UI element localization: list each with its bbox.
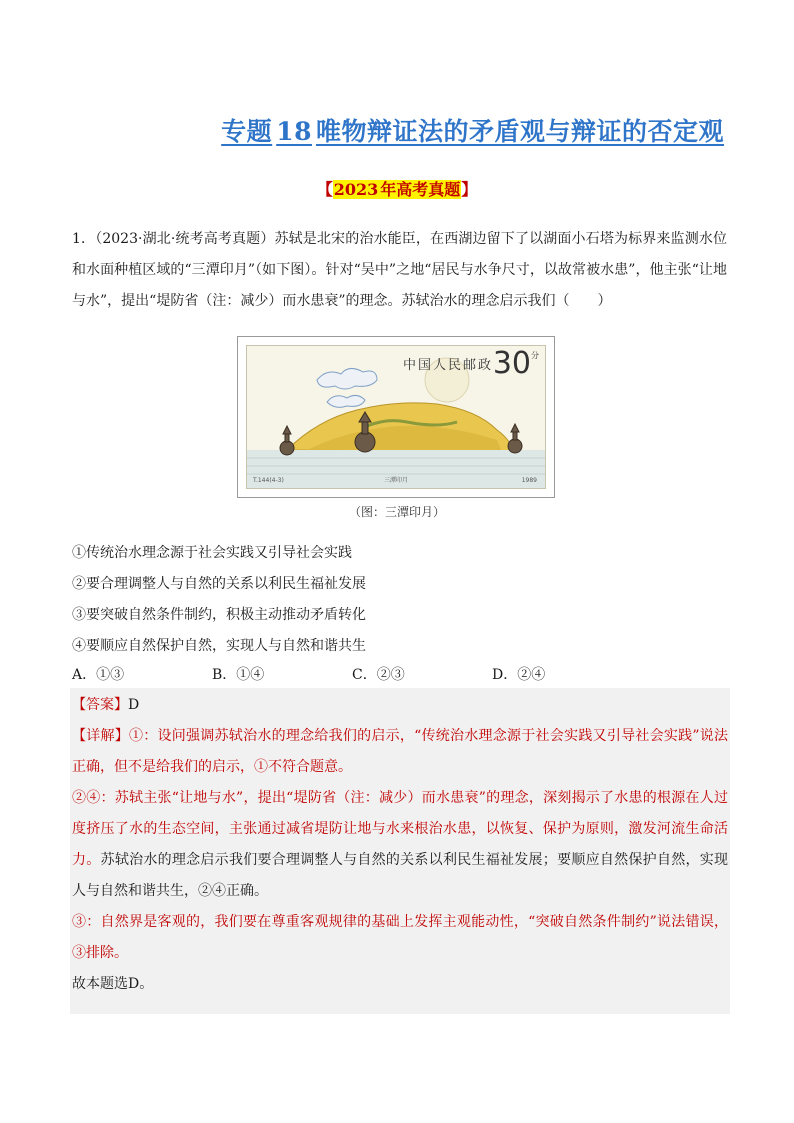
choice-b: B．①④ <box>212 667 265 683</box>
stamp-value: 30 <box>492 346 531 381</box>
statement-item: ②要合理调整人与自然的关系以利民生福祉发展 <box>72 576 366 592</box>
answer-choices <box>72 661 632 689</box>
choice-a: A．①③ <box>72 667 125 683</box>
bracket-open: 【 <box>316 180 333 199</box>
detail-para-3: ③：自然界是客观的，我们要在尊重客观规律的基础上发挥主观能动性，“突破自然条件制约”说法错误，③排除。 <box>72 914 728 961</box>
stamp-year: 1989 <box>521 477 537 484</box>
title-number: 18 <box>276 117 312 146</box>
page-title <box>0 112 724 148</box>
conclusion: 故本题选D。 <box>72 976 154 992</box>
figure-caption: （图：三潭印月） <box>348 505 445 519</box>
stamp-unit: 分 <box>531 351 539 360</box>
title-text: 唯物辩证法的矛盾观与辩证的否定观 <box>315 117 724 146</box>
detail-text-1: ①：设问强调苏轼治水的理念给我们的启示，“传统治水理念源于社会实践又引导社会实践”说法正确，但不是给我们的启示，①不符合题意。 <box>72 728 729 775</box>
question-stem: 1．（2023·湖北·统考高考真题）苏轼是北宋的治水能臣，在西湖边留下了以湖面小石塔为标界来监测水位和水面种植区域的“三潭印月”（如下图）。针对“吴中”之地“居民与水争尺寸，以故常被水患”，他主张“让地与水”，提出“堤防省（注：减少）而水患衰”的理念。苏轼治水的理念启示我们（ ） <box>72 231 727 309</box>
section-label: 年高考真题 <box>380 180 461 199</box>
stamp-image <box>246 345 546 489</box>
answer-line <box>72 690 728 721</box>
stamp-name: 三潭印月 <box>383 477 408 484</box>
choice-d: D．②④ <box>492 667 546 683</box>
bracket-close: 】 <box>461 180 478 199</box>
stamp-country: 中国人民邮政 <box>402 358 493 373</box>
stamp-figure <box>237 336 555 498</box>
answer-label: 【答案】 <box>72 697 128 713</box>
answer-value: D <box>128 697 140 713</box>
section-heading <box>0 177 794 200</box>
stamp-code: T.144(4-3) <box>253 477 284 484</box>
detail-label: 【详解】 <box>72 728 130 744</box>
detail-text-2-red: ②④：苏轼主张“让地与水”，提出“堤防省（注：减少）而水患衰”的理念，深刻揭示了水患的根源在人过度挤压了水的生态空间，主张通过减省堤防让地与水来根治水患，以恢复、保护为原则，激发河流生命活力。 <box>72 790 728 868</box>
detail-para-2 <box>72 783 728 907</box>
choice-c: C．②③ <box>352 667 405 683</box>
title-prefix: 专题 <box>221 117 273 146</box>
statement-list <box>72 538 366 662</box>
statement-item: ①传统治水理念源于社会实践又引导社会实践 <box>72 545 352 561</box>
section-year: 2023 <box>333 180 379 199</box>
detail-text-2-dark: 苏轼治水的理念启示我们要合理调整人与自然的关系以利民生福祉发展；要顺应自然保护自然，实现人与自然和谐共生，②④正确。 <box>72 852 729 899</box>
detail-para-1 <box>72 721 728 783</box>
statement-item: ③要突破自然条件制约，积极主动推动矛盾转化 <box>72 607 366 623</box>
statement-item: ④要顺应自然保护自然，实现人与自然和谐共生 <box>72 638 366 654</box>
